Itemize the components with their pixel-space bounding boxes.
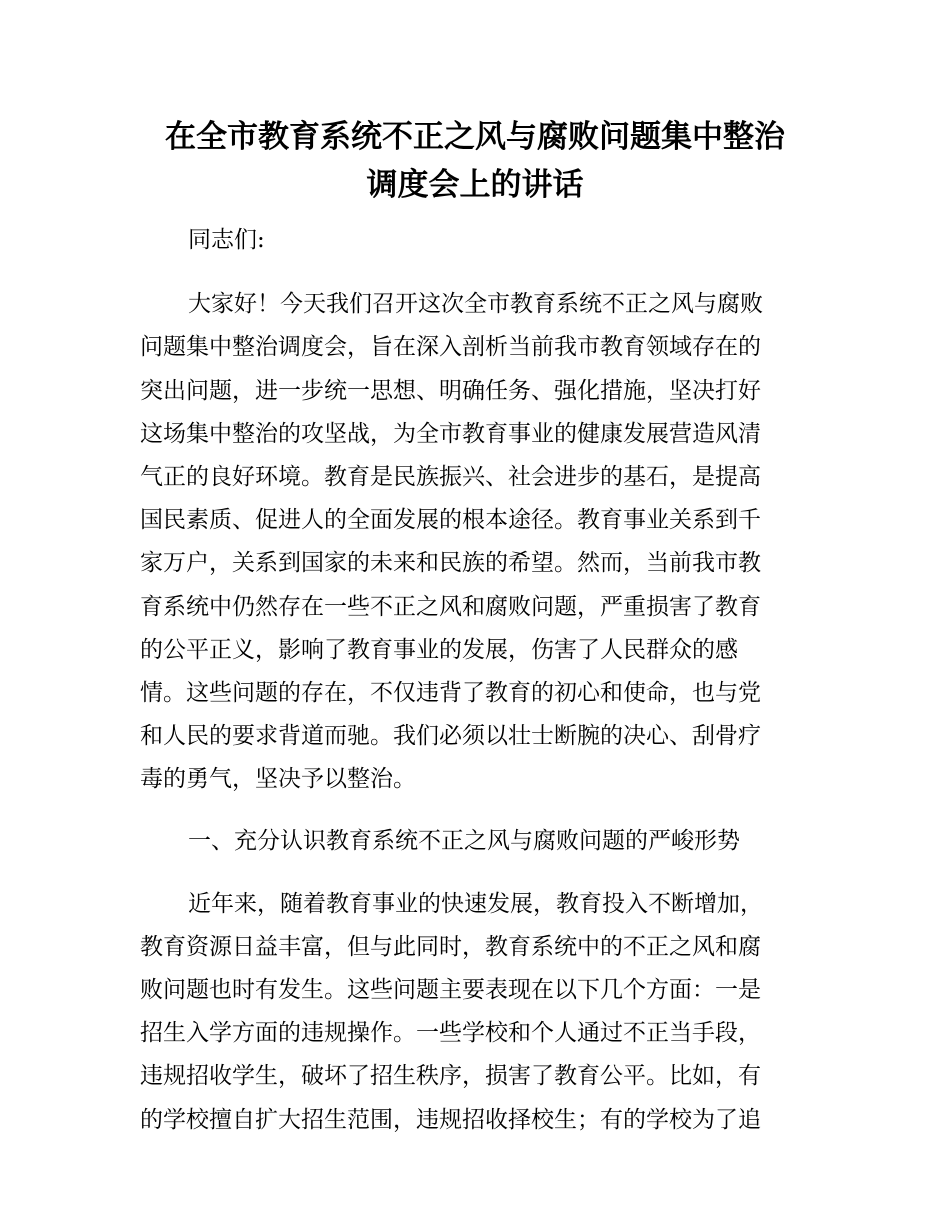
paragraph-2 bbox=[140, 883, 812, 1142]
document-title bbox=[0, 113, 950, 209]
paragraph-line: 的公平正义，影响了教育事业的发展，伤害了人民群众的感 bbox=[140, 636, 738, 663]
paragraph-1 bbox=[140, 283, 812, 801]
paragraph-line: 家万户，关系到国家的未来和民族的希望。然而，当前我市教 bbox=[140, 550, 761, 577]
paragraph-line: 国民素质、促进人的全面发展的根本途径。教育事业关系到千 bbox=[140, 507, 761, 534]
paragraph-line: 情。这些问题的存在，不仅违背了教育的初心和使命，也与党 bbox=[140, 679, 761, 706]
title-line: 调度会上的讲话 bbox=[366, 167, 584, 203]
paragraph-line: 教育资源日益丰富，但与此同时，教育系统中的不正之风和腐 bbox=[140, 933, 761, 960]
document-body bbox=[140, 219, 812, 1142]
paragraph-line: 大家好！今天我们召开这次全市教育系统不正之风与腐败 bbox=[188, 291, 763, 318]
paragraph-line: 气正的良好环境。教育是民族振兴、社会进步的基石，是提高 bbox=[140, 463, 761, 490]
paragraph-line: 毒的勇气，坚决予以整治。 bbox=[140, 766, 416, 793]
title-line: 在全市教育系统不正之风与腐败问题集中整治 bbox=[165, 119, 785, 155]
paragraph-line: 的学校擅自扩大招生范围，违规招收择校生；有的学校为了追 bbox=[140, 1106, 761, 1133]
paragraph-line: 招生入学方面的违规操作。一些学校和个人通过不正当手段， bbox=[140, 1020, 761, 1047]
section-heading: 一、充分认识教育系统不正之风与腐败问题的严峻形势 bbox=[188, 828, 740, 855]
paragraph-line: 育系统中仍然存在一些不正之风和腐败问题，严重损害了教育 bbox=[140, 593, 761, 620]
paragraph-line: 近年来，随着教育事业的快速发展，教育投入不断增加， bbox=[188, 890, 763, 917]
paragraph-line: 和人民的要求背道而驰。我们必须以壮士断腕的决心、刮骨疗 bbox=[140, 723, 761, 750]
paragraph-line: 这场集中整治的攻坚战，为全市教育事业的健康发展营造风清 bbox=[140, 420, 761, 447]
paragraph-line: 败问题也时有发生。这些问题主要表现在以下几个方面：一是 bbox=[140, 977, 761, 1003]
paragraph-line: 违规招收学生，破坏了招生秩序，损害了教育公平。比如，有 bbox=[140, 1063, 761, 1090]
paragraph-line: 问题集中整治调度会，旨在深入剖析当前我市教育领域存在的 bbox=[140, 334, 761, 361]
paragraph-line: 突出问题，进一步统一思想、明确任务、强化措施，坚决打好 bbox=[140, 377, 761, 404]
salutation: 同志们: bbox=[188, 227, 265, 253]
